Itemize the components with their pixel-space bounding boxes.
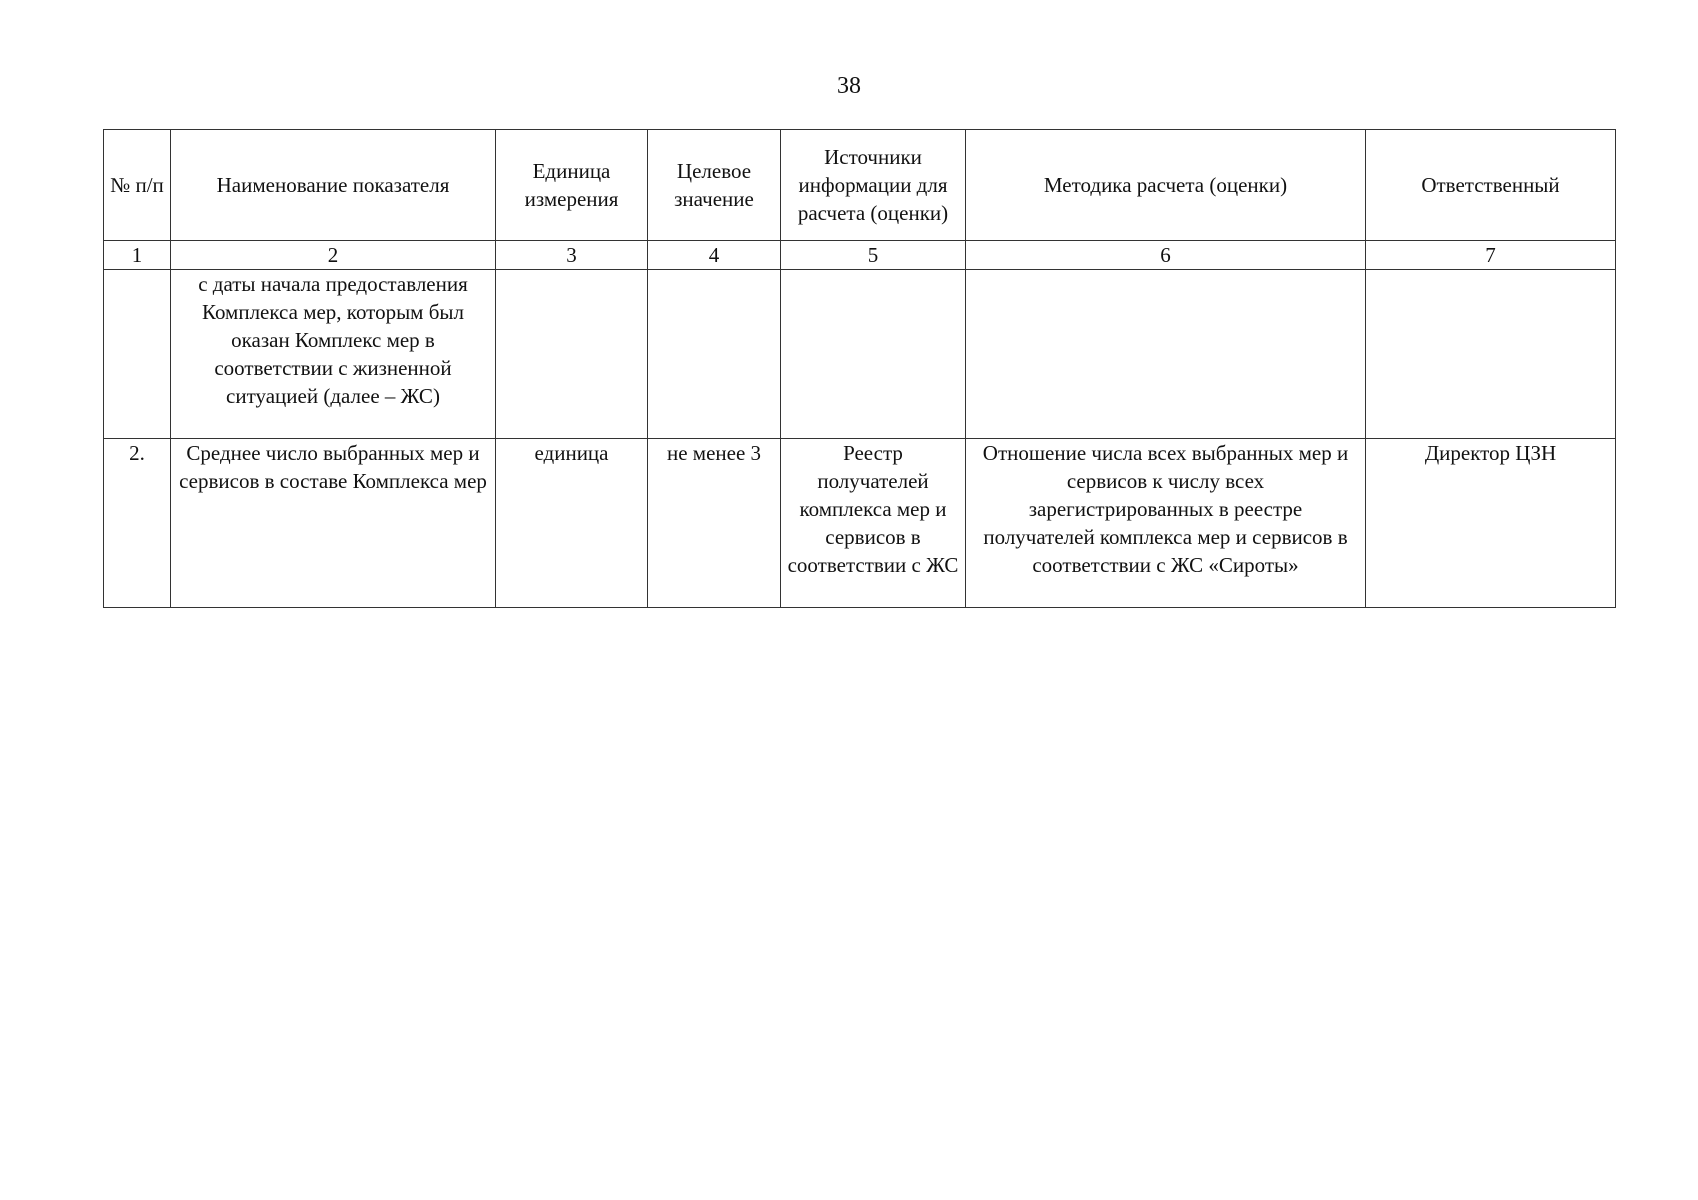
indicator-name: с даты начала предоставления Комплекса мер, которым был оказан Комплекс мер в соответствии с жизненной ситуацией (далее – ЖС) [171,270,496,439]
responsible [1366,270,1616,439]
indicators-table [103,129,1616,608]
table-row [104,439,1616,608]
target-value [648,270,781,439]
column-number: 1 [104,241,171,270]
header-target-value: Целевое значение [648,130,781,241]
page-number: 38 [837,73,861,99]
column-number: 7 [1366,241,1616,270]
header-information-sources: Источники информации для расчета (оценки) [781,130,966,241]
calculation-method [966,270,1366,439]
header-unit: Единица измерения [496,130,648,241]
calculation-method: Отношение числа всех выбранных мер и сервисов к числу всех зарегистрированных в реестре получателей комплекса мер и сервисов в соответствии с ЖС «Сироты» [966,439,1366,608]
header-number: № п/п [104,130,171,241]
unit: единица [496,439,648,608]
information-source [781,270,966,439]
column-number: 6 [966,241,1366,270]
information-source: Реестр получателей комплекса мер и сервисов в соответствии с ЖС [781,439,966,608]
row-number: 2. [104,439,171,608]
unit [496,270,648,439]
column-number: 4 [648,241,781,270]
column-number: 3 [496,241,648,270]
row-number [104,270,171,439]
target-value: не менее 3 [648,439,781,608]
table-header-row [104,130,1616,241]
table-row [104,270,1616,439]
indicator-name: Среднее число выбранных мер и сервисов в составе Комплекса мер [171,439,496,608]
header-indicator-name: Наименование показателя [171,130,496,241]
column-number: 2 [171,241,496,270]
header-calculation-method: Методика расчета (оценки) [966,130,1366,241]
responsible: Директор ЦЗН [1366,439,1616,608]
column-number-row [104,241,1616,270]
header-responsible: Ответственный [1366,130,1616,241]
column-number: 5 [781,241,966,270]
